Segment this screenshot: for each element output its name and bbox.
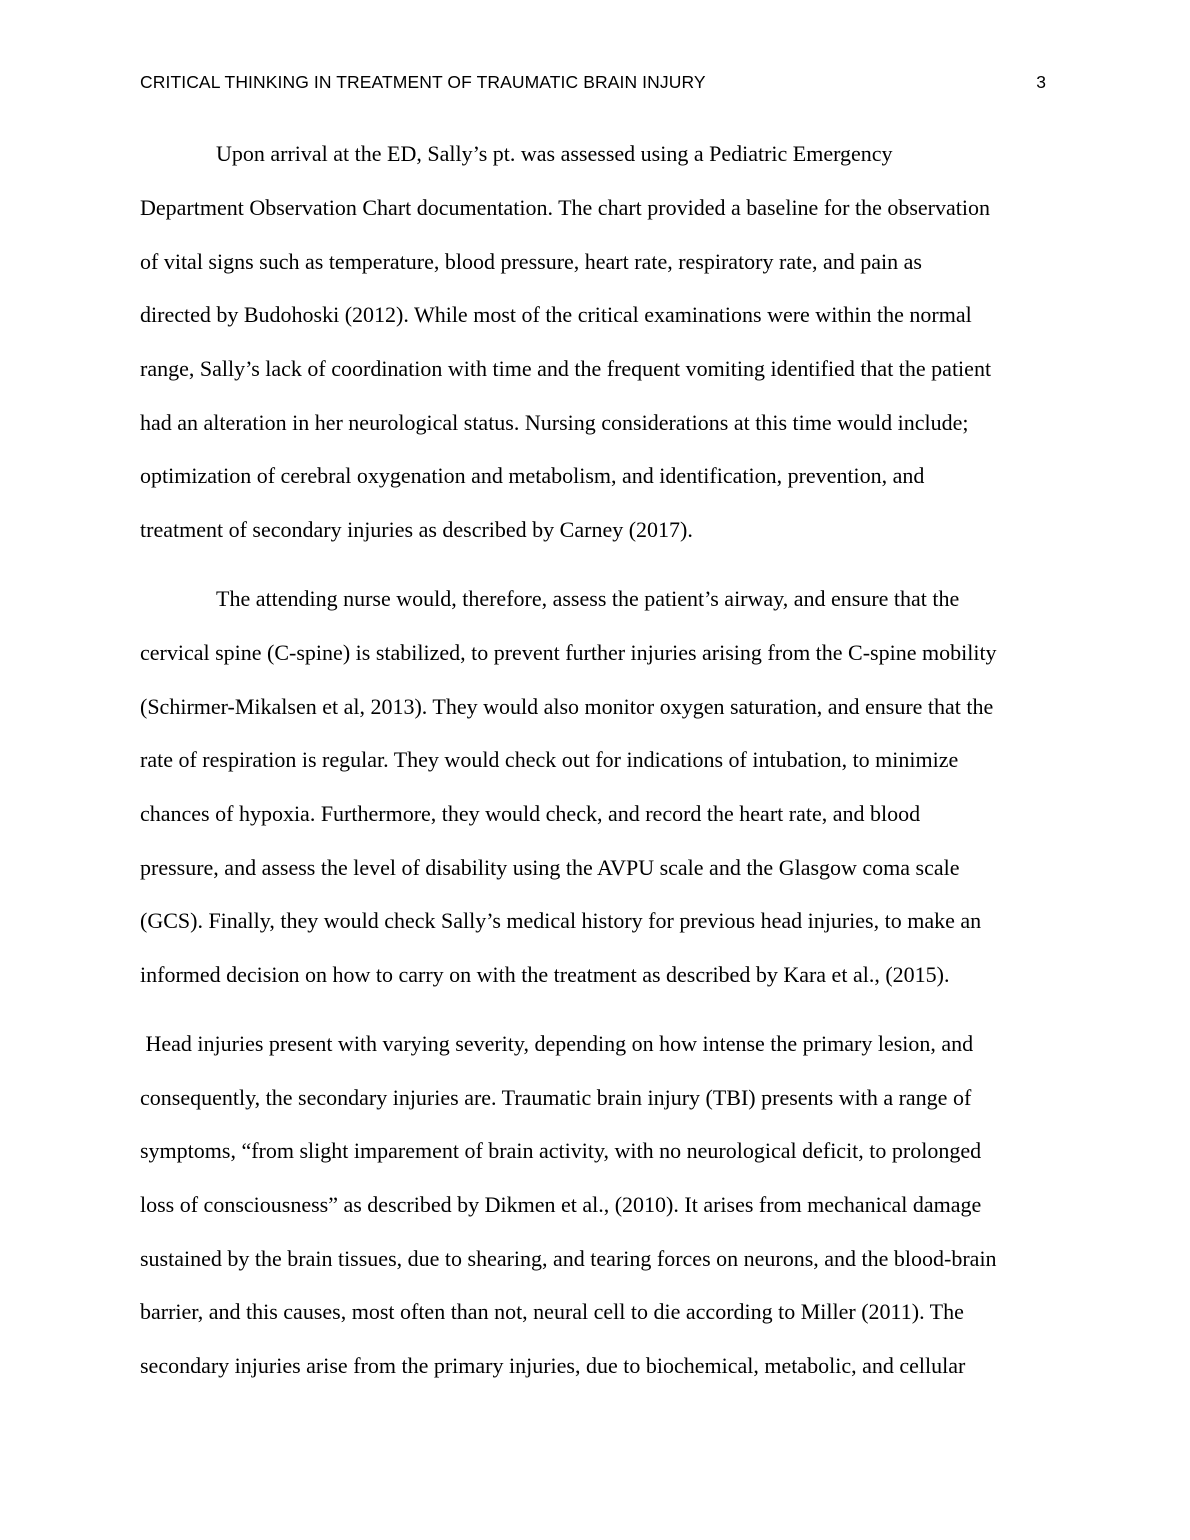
paragraph-line: (GCS). Finally, they would check Sally’s medical history for previous head injuries, to make an	[140, 908, 982, 933]
paragraph-line: secondary injuries arise from the primary injuries, due to biochemical, metabolic, and cellular	[140, 1353, 966, 1378]
paragraph-line: Upon arrival at the ED, Sally’s pt. was assessed using a Pediatric Emergency	[216, 141, 893, 166]
paragraph-line: treatment of secondary injuries as described by Carney (2017).	[140, 517, 693, 542]
paragraph-line: directed by Budohoski (2012). While most of the critical examinations were within the normal	[140, 302, 972, 327]
paragraph-line: pressure, and assess the level of disability using the AVPU scale and the Glasgow coma scale	[140, 855, 960, 880]
page-number: 3	[1036, 72, 1046, 92]
paragraph-line: (Schirmer-Mikalsen et al, 2013). They would also monitor oxygen saturation, and ensure that the	[140, 694, 994, 719]
running-head: CRITICAL THINKING IN TREATMENT OF TRAUMATIC BRAIN INJURY	[140, 72, 706, 92]
paragraph-line: range, Sally’s lack of coordination with time and the frequent vomiting identified that the patient	[140, 356, 992, 381]
paragraph-line: rate of respiration is regular. They would check out for indications of intubation, to minimize	[140, 747, 959, 772]
paragraph-line: Department Observation Chart documentation. The chart provided a baseline for the observation	[140, 195, 990, 220]
paragraph-line: optimization of cerebral oxygenation and metabolism, and identification, prevention, and	[140, 463, 925, 488]
paragraph-line: The attending nurse would, therefore, assess the patient’s airway, and ensure that the	[216, 586, 960, 611]
paragraph-line: had an alteration in her neurological status. Nursing considerations at this time would include;	[140, 410, 969, 435]
paragraph-line: of vital signs such as temperature, blood pressure, heart rate, respiratory rate, and pain as	[140, 249, 922, 274]
paragraph-line: consequently, the secondary injuries are. Traumatic brain injury (TBI) presents with a range of	[140, 1085, 972, 1110]
paragraph-line: barrier, and this causes, most often than not, neural cell to die according to Miller (2011). The	[140, 1299, 964, 1324]
paragraph-line: symptoms, “from slight imparement of brain activity, with no neurological deficit, to prolonged	[140, 1138, 982, 1163]
paragraph-line: cervical spine (C-spine) is stabilized, to prevent further injuries arising from the C-spine mobility	[140, 640, 997, 665]
paragraph-line: sustained by the brain tissues, due to shearing, and tearing forces on neurons, and the blood-brain	[140, 1246, 997, 1271]
paragraph-line: chances of hypoxia. Furthermore, they would check, and record the heart rate, and blood	[140, 801, 921, 826]
paragraph-line: Head injuries present with varying severity, depending on how intense the primary lesion, and	[140, 1031, 974, 1056]
paragraph-line: loss of consciousness” as described by Dikmen et al., (2010). It arises from mechanical damage	[140, 1192, 982, 1217]
paragraph-line: informed decision on how to carry on with the treatment as described by Kara et al., (2015).	[140, 962, 950, 987]
